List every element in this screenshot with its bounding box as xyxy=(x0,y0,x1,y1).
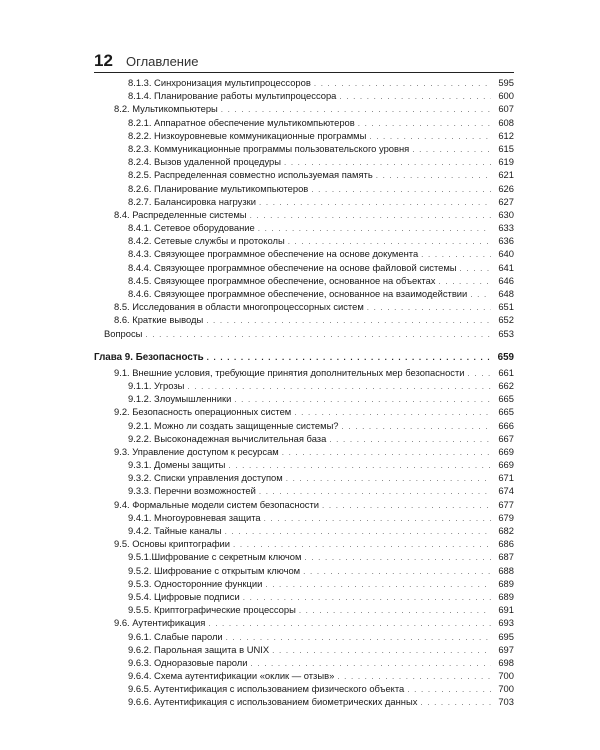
toc-entry-page: 682 xyxy=(498,525,514,536)
toc-entry-title: 9.4.2. Тайные каналы xyxy=(128,525,222,536)
toc-entry-page: 667 xyxy=(498,432,514,444)
toc-entry[interactable] xyxy=(94,366,514,379)
toc-entry-page: 669 xyxy=(498,459,514,471)
toc-entry-page: 646 xyxy=(498,274,514,286)
leader-dots xyxy=(314,77,491,90)
toc-entry[interactable] xyxy=(94,327,514,340)
toc-entry-page: 674 xyxy=(498,485,514,497)
toc-entry-title: 8.4.2. Сетевые службы и протоколы xyxy=(128,235,285,247)
leader-dots xyxy=(304,551,491,564)
toc-entry-page: 686 xyxy=(498,538,514,550)
toc-entry[interactable] xyxy=(94,471,514,484)
leader-dots xyxy=(339,90,491,103)
page-header xyxy=(94,50,514,72)
toc-entry-title: 8.2.6. Планирование мультикомпьютеров xyxy=(128,182,309,194)
toc-entry-title: 8.2.7. Балансировка нагрузки xyxy=(128,195,256,207)
leader-dots xyxy=(282,446,491,459)
toc-entry[interactable] xyxy=(94,432,514,445)
toc-entry-page: 703 xyxy=(498,696,514,708)
toc-entry-page: 700 xyxy=(498,683,514,695)
leader-dots xyxy=(311,183,491,196)
toc-entry[interactable] xyxy=(94,182,514,195)
toc-entry[interactable] xyxy=(94,168,514,181)
toc-entry-title: 9.5.3. Односторонние функции xyxy=(128,577,263,589)
toc-entry-page: 626 xyxy=(498,182,514,194)
toc-entry-title: 8.1.3. Синхронизация мультипроцессоров xyxy=(128,77,311,88)
toc-entry[interactable] xyxy=(94,116,514,129)
toc-entry[interactable] xyxy=(94,129,514,142)
toc-chapter-page: 659 xyxy=(497,351,514,363)
toc-entry-page: 693 xyxy=(498,617,514,629)
toc-entry-title: 9.5.4. Цифровые подписи xyxy=(128,590,240,602)
toc-entry-page: 688 xyxy=(498,564,514,576)
toc-entry[interactable] xyxy=(94,524,514,537)
toc-entry-page: 700 xyxy=(498,670,514,682)
toc-entry[interactable] xyxy=(94,603,514,616)
toc-entry[interactable] xyxy=(94,656,514,669)
toc-entry-title: 8.4.4. Связующее программное обеспечение на основе файловой системы xyxy=(128,261,457,273)
leader-dots xyxy=(342,420,491,433)
toc-entry-title: 8.1.4. Планирование работы мультипроцессора xyxy=(128,90,337,102)
toc-entry-page: 653 xyxy=(498,327,514,339)
leader-dots xyxy=(225,525,491,538)
toc-entry-title: 8.4.5. Связующее программное обеспечение, основанное на объектах xyxy=(128,274,436,286)
toc-entry[interactable] xyxy=(94,564,514,577)
toc-entry-title: 9.2. Безопасность операционных систем xyxy=(114,406,292,418)
toc-entry-page: 669 xyxy=(498,445,514,457)
toc-entry-title: 9.3. Управление доступом к ресурсам xyxy=(114,445,279,457)
toc-entry-page: 698 xyxy=(498,656,514,668)
toc-entry-title: 8.4.6. Связующее программное обеспечение, основанное на взаимодействии xyxy=(128,288,468,299)
toc-entry-page: 697 xyxy=(498,643,514,655)
leader-dots xyxy=(460,262,491,275)
toc-entry-page: 641 xyxy=(498,261,514,273)
toc-entry-title: 9.5.5. Криптографические процессоры xyxy=(128,604,296,616)
toc-entry[interactable] xyxy=(94,221,514,234)
toc-entry-title: 9.2.1. Можно ли создать защищенные системы? xyxy=(128,419,339,431)
toc-entry-page: 608 xyxy=(498,116,514,128)
toc-entry[interactable] xyxy=(94,537,514,550)
toc-entry-page: 619 xyxy=(498,156,514,168)
toc-entry-title: 9.6. Аутентификация xyxy=(114,617,206,629)
toc-entry[interactable] xyxy=(94,102,514,115)
toc-entry-title: 8.4. Распределенные системы xyxy=(114,208,247,220)
toc-entry-page: 665 xyxy=(498,393,514,405)
toc-entry-title: 9.2.2. Высоконадежная вычислительная база xyxy=(128,432,327,444)
toc-entry[interactable] xyxy=(94,445,514,458)
toc-entry[interactable] xyxy=(94,313,514,326)
leader-dots xyxy=(258,222,491,235)
toc-entry-title: 9.6.4. Схема аутентификации «оклик — отзыв» xyxy=(128,670,335,682)
toc-part-chapter-8 xyxy=(94,76,514,340)
toc-entry-title: 8.2.4. Вызов удаленной процедуры xyxy=(128,156,281,168)
table-of-contents xyxy=(94,76,514,709)
toc-entry[interactable] xyxy=(94,458,514,471)
toc-entry-title: 9.1.1. Угрозы xyxy=(128,379,185,391)
leader-dots xyxy=(259,196,491,209)
toc-entry[interactable] xyxy=(94,550,514,563)
toc-entry-title: 8.2.2. Низкоуровневые коммуникационные программы xyxy=(128,129,367,141)
toc-entry-page: 615 xyxy=(498,142,514,154)
toc-entry-page: 677 xyxy=(498,498,514,510)
toc-entry-page: 666 xyxy=(498,419,514,431)
toc-entry[interactable] xyxy=(94,300,514,313)
toc-entry-page: 612 xyxy=(498,129,514,141)
toc-entry-page: 671 xyxy=(498,472,514,484)
leader-dots xyxy=(322,499,491,512)
leader-dots xyxy=(420,696,491,709)
toc-entry[interactable] xyxy=(94,234,514,247)
toc-entry-page: 630 xyxy=(498,208,514,220)
toc-entry-title: 8.5. Исследования в области многопроцессорных систем xyxy=(114,301,364,313)
toc-entry[interactable] xyxy=(94,577,514,590)
toc-entry-title: 9.6.5. Аутентификация с использованием физического объекта xyxy=(128,683,405,695)
toc-entry-page: 595 xyxy=(498,77,514,88)
leader-dots xyxy=(207,350,491,366)
leader-dots xyxy=(376,169,491,182)
running-head-title: Оглавление xyxy=(126,54,199,69)
toc-entry[interactable] xyxy=(94,76,514,89)
toc-entry[interactable] xyxy=(94,498,514,511)
toc-entry-page: 691 xyxy=(498,604,514,616)
toc-entry[interactable] xyxy=(94,392,514,405)
leader-dots xyxy=(265,578,491,591)
toc-entry-title: 9.6.6. Аутентификация с использованием биометрических данных xyxy=(128,696,418,708)
toc-entry-title: 8.4.1. Сетевое оборудование xyxy=(128,222,255,234)
toc-entry-title: 8.2.5. Распределенная совместно используемая память xyxy=(128,169,373,181)
toc-entry[interactable] xyxy=(94,247,514,260)
leader-dots xyxy=(303,565,491,578)
leader-dots xyxy=(286,472,491,485)
toc-entry[interactable] xyxy=(94,89,514,102)
toc-entry-title: 9.3.3. Перечни возможностей xyxy=(128,485,256,497)
toc-entry-title: 9.5. Основы криптографии xyxy=(114,538,231,550)
toc-entry-page: 651 xyxy=(498,301,514,313)
toc-entry[interactable] xyxy=(94,616,514,629)
toc-entry[interactable] xyxy=(94,695,514,708)
header-rule xyxy=(94,72,514,73)
toc-entry-title: 9.6.2. Парольная защита в UNIX xyxy=(128,643,270,655)
toc-part-chapter-9 xyxy=(94,366,514,709)
toc-entry-title: 8.2.3. Коммуникационные программы пользовательского уровня xyxy=(128,142,410,154)
toc-entry[interactable] xyxy=(94,419,514,432)
toc-entry[interactable] xyxy=(94,287,514,300)
leader-dots xyxy=(358,117,491,130)
leader-dots xyxy=(145,328,491,341)
toc-entry-title: 9.4. Формальные модели систем безопасности xyxy=(114,498,320,510)
toc-entry-page: 621 xyxy=(498,169,514,181)
toc-entry-title: 9.6.1. Слабые пароли xyxy=(128,630,223,642)
toc-entry-page: 665 xyxy=(498,406,514,418)
leader-dots xyxy=(208,617,491,630)
toc-entry-page: 689 xyxy=(498,577,514,589)
page-number: 12 xyxy=(94,51,113,70)
toc-entry-title: 9.1.2. Злоумышленники xyxy=(128,393,232,405)
leader-dots xyxy=(329,433,491,446)
toc-entry[interactable] xyxy=(94,195,514,208)
toc-entry-title: 8.2. Мультикомпьютеры xyxy=(114,103,218,115)
toc-entry[interactable] xyxy=(94,405,514,418)
toc-entry-page: 679 xyxy=(498,511,514,523)
toc-entry[interactable] xyxy=(94,261,514,274)
toc-entry-page: 687 xyxy=(498,551,514,563)
leader-dots xyxy=(470,288,491,301)
toc-entry-title: 9.1. Внешние условия, требующие принятия дополнительных мер безопасности xyxy=(114,366,465,378)
toc-entry-page: 627 xyxy=(498,195,514,207)
toc-entry-page: 695 xyxy=(498,630,514,642)
toc-entry-title: 9.4.1. Многоуровневая защита xyxy=(128,511,261,523)
toc-entry-page: 607 xyxy=(498,103,514,115)
leader-dots xyxy=(299,604,491,617)
toc-entry-page: 689 xyxy=(498,590,514,602)
toc-entry-page: 648 xyxy=(498,288,514,299)
toc-entry[interactable] xyxy=(94,274,514,287)
leader-dots xyxy=(468,367,491,380)
toc-entry-title: 9.3.1. Домены защиты xyxy=(128,459,226,471)
toc-entry-title: 9.6.3. Одноразовые пароли xyxy=(128,656,248,668)
toc-entry-title: 9.5.1.Шифрование с секретным ключом xyxy=(128,551,302,563)
toc-entry-title: 9.3.2. Списки управления доступом xyxy=(128,472,283,484)
toc-entry-page: 661 xyxy=(498,366,514,378)
toc-entry[interactable] xyxy=(94,682,514,695)
toc-entry[interactable] xyxy=(94,208,514,221)
leader-dots xyxy=(367,301,491,314)
toc-entry[interactable] xyxy=(94,669,514,682)
leader-dots xyxy=(264,512,491,525)
toc-entry-page: 636 xyxy=(498,235,514,247)
toc-entry[interactable] xyxy=(94,643,514,656)
toc-entry-title: 8.6. Краткие выводы xyxy=(114,314,204,326)
toc-chapter-row[interactable] xyxy=(94,350,514,366)
toc-entry-title: Вопросы xyxy=(104,327,143,339)
leader-dots xyxy=(412,143,491,156)
toc-chapter-title: Глава 9. Безопасность xyxy=(94,351,204,363)
toc-entry-page: 652 xyxy=(498,314,514,326)
toc-entry-page: 600 xyxy=(498,90,514,102)
toc-entry[interactable] xyxy=(94,590,514,603)
toc-entry-page: 640 xyxy=(498,248,514,260)
toc-entry-title: 8.4.3. Связующее программное обеспечение на основе документа xyxy=(128,248,419,260)
toc-entry[interactable] xyxy=(94,484,514,497)
toc-entry[interactable] xyxy=(94,379,514,392)
leader-dots xyxy=(206,314,491,327)
toc-entry[interactable] xyxy=(94,630,514,643)
toc-entry-page: 633 xyxy=(498,222,514,234)
toc-entry[interactable] xyxy=(94,155,514,168)
toc-entry-title: 8.2.1. Аппаратное обеспечение мультикомпьютеров xyxy=(128,116,355,128)
leader-dots xyxy=(272,644,491,657)
toc-entry[interactable] xyxy=(94,142,514,155)
toc-entry-title: 9.5.2. Шифрование с открытым ключом xyxy=(128,564,301,576)
toc-entry[interactable] xyxy=(94,511,514,524)
toc-entry-page: 662 xyxy=(498,379,514,391)
leader-dots xyxy=(250,209,491,222)
